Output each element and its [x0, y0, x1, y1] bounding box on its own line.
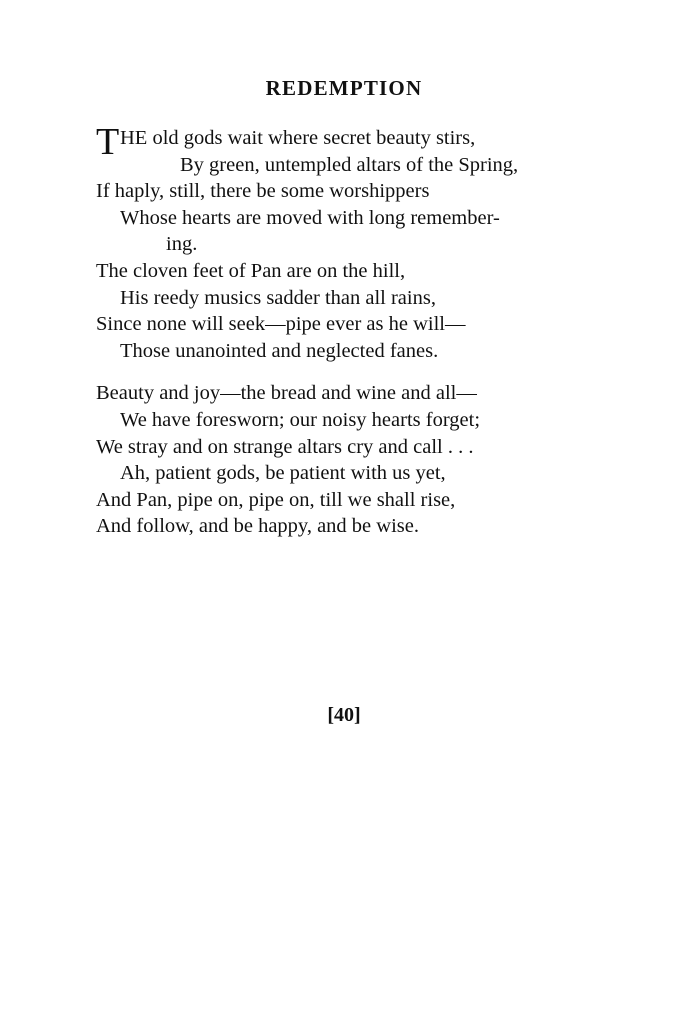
- poem-line: Those unanointed and neglected fanes.: [120, 339, 439, 362]
- poem-line: Since none will seek—pipe ever as he will—: [96, 313, 466, 336]
- poem-line: We have foresworn; our noisy hearts forget;: [120, 408, 481, 431]
- poem-line: And follow, and be happy, and be wise.: [96, 515, 419, 538]
- poem-line: Whose hearts are moved with long remember-: [120, 206, 500, 229]
- drop-cap: T: [96, 121, 120, 163]
- stanza-2: [96, 380, 636, 540]
- poem-line: If haply, still, there be some worshippers: [96, 180, 430, 203]
- poem-line: Beauty and joy—the bread and wine and all—: [96, 382, 477, 405]
- poem-line: And Pan, pipe on, pipe on, till we shall rise,: [96, 488, 456, 511]
- stanza-break: [96, 364, 636, 380]
- poem-line-text: HE old gods wait where secret beauty stirs,: [120, 127, 476, 149]
- poem-line: We stray and on strange altars cry and call . . .: [96, 435, 474, 458]
- poem-line: Ah, patient gods, be patient with us yet,: [120, 462, 446, 485]
- poem-body: [96, 121, 636, 540]
- poem-line: [96, 121, 636, 163]
- poem-line: The cloven feet of Pan are on the hill,: [96, 259, 406, 282]
- stanza-1: [96, 121, 636, 364]
- page-number: [40]: [327, 704, 361, 726]
- poem-line: ing.: [166, 233, 198, 256]
- poem-line: By green, untempled altars of the Spring,: [180, 153, 519, 176]
- poem-line: His reedy musics sadder than all rains,: [120, 286, 436, 309]
- poem-title: REDEMPTION: [265, 76, 423, 100]
